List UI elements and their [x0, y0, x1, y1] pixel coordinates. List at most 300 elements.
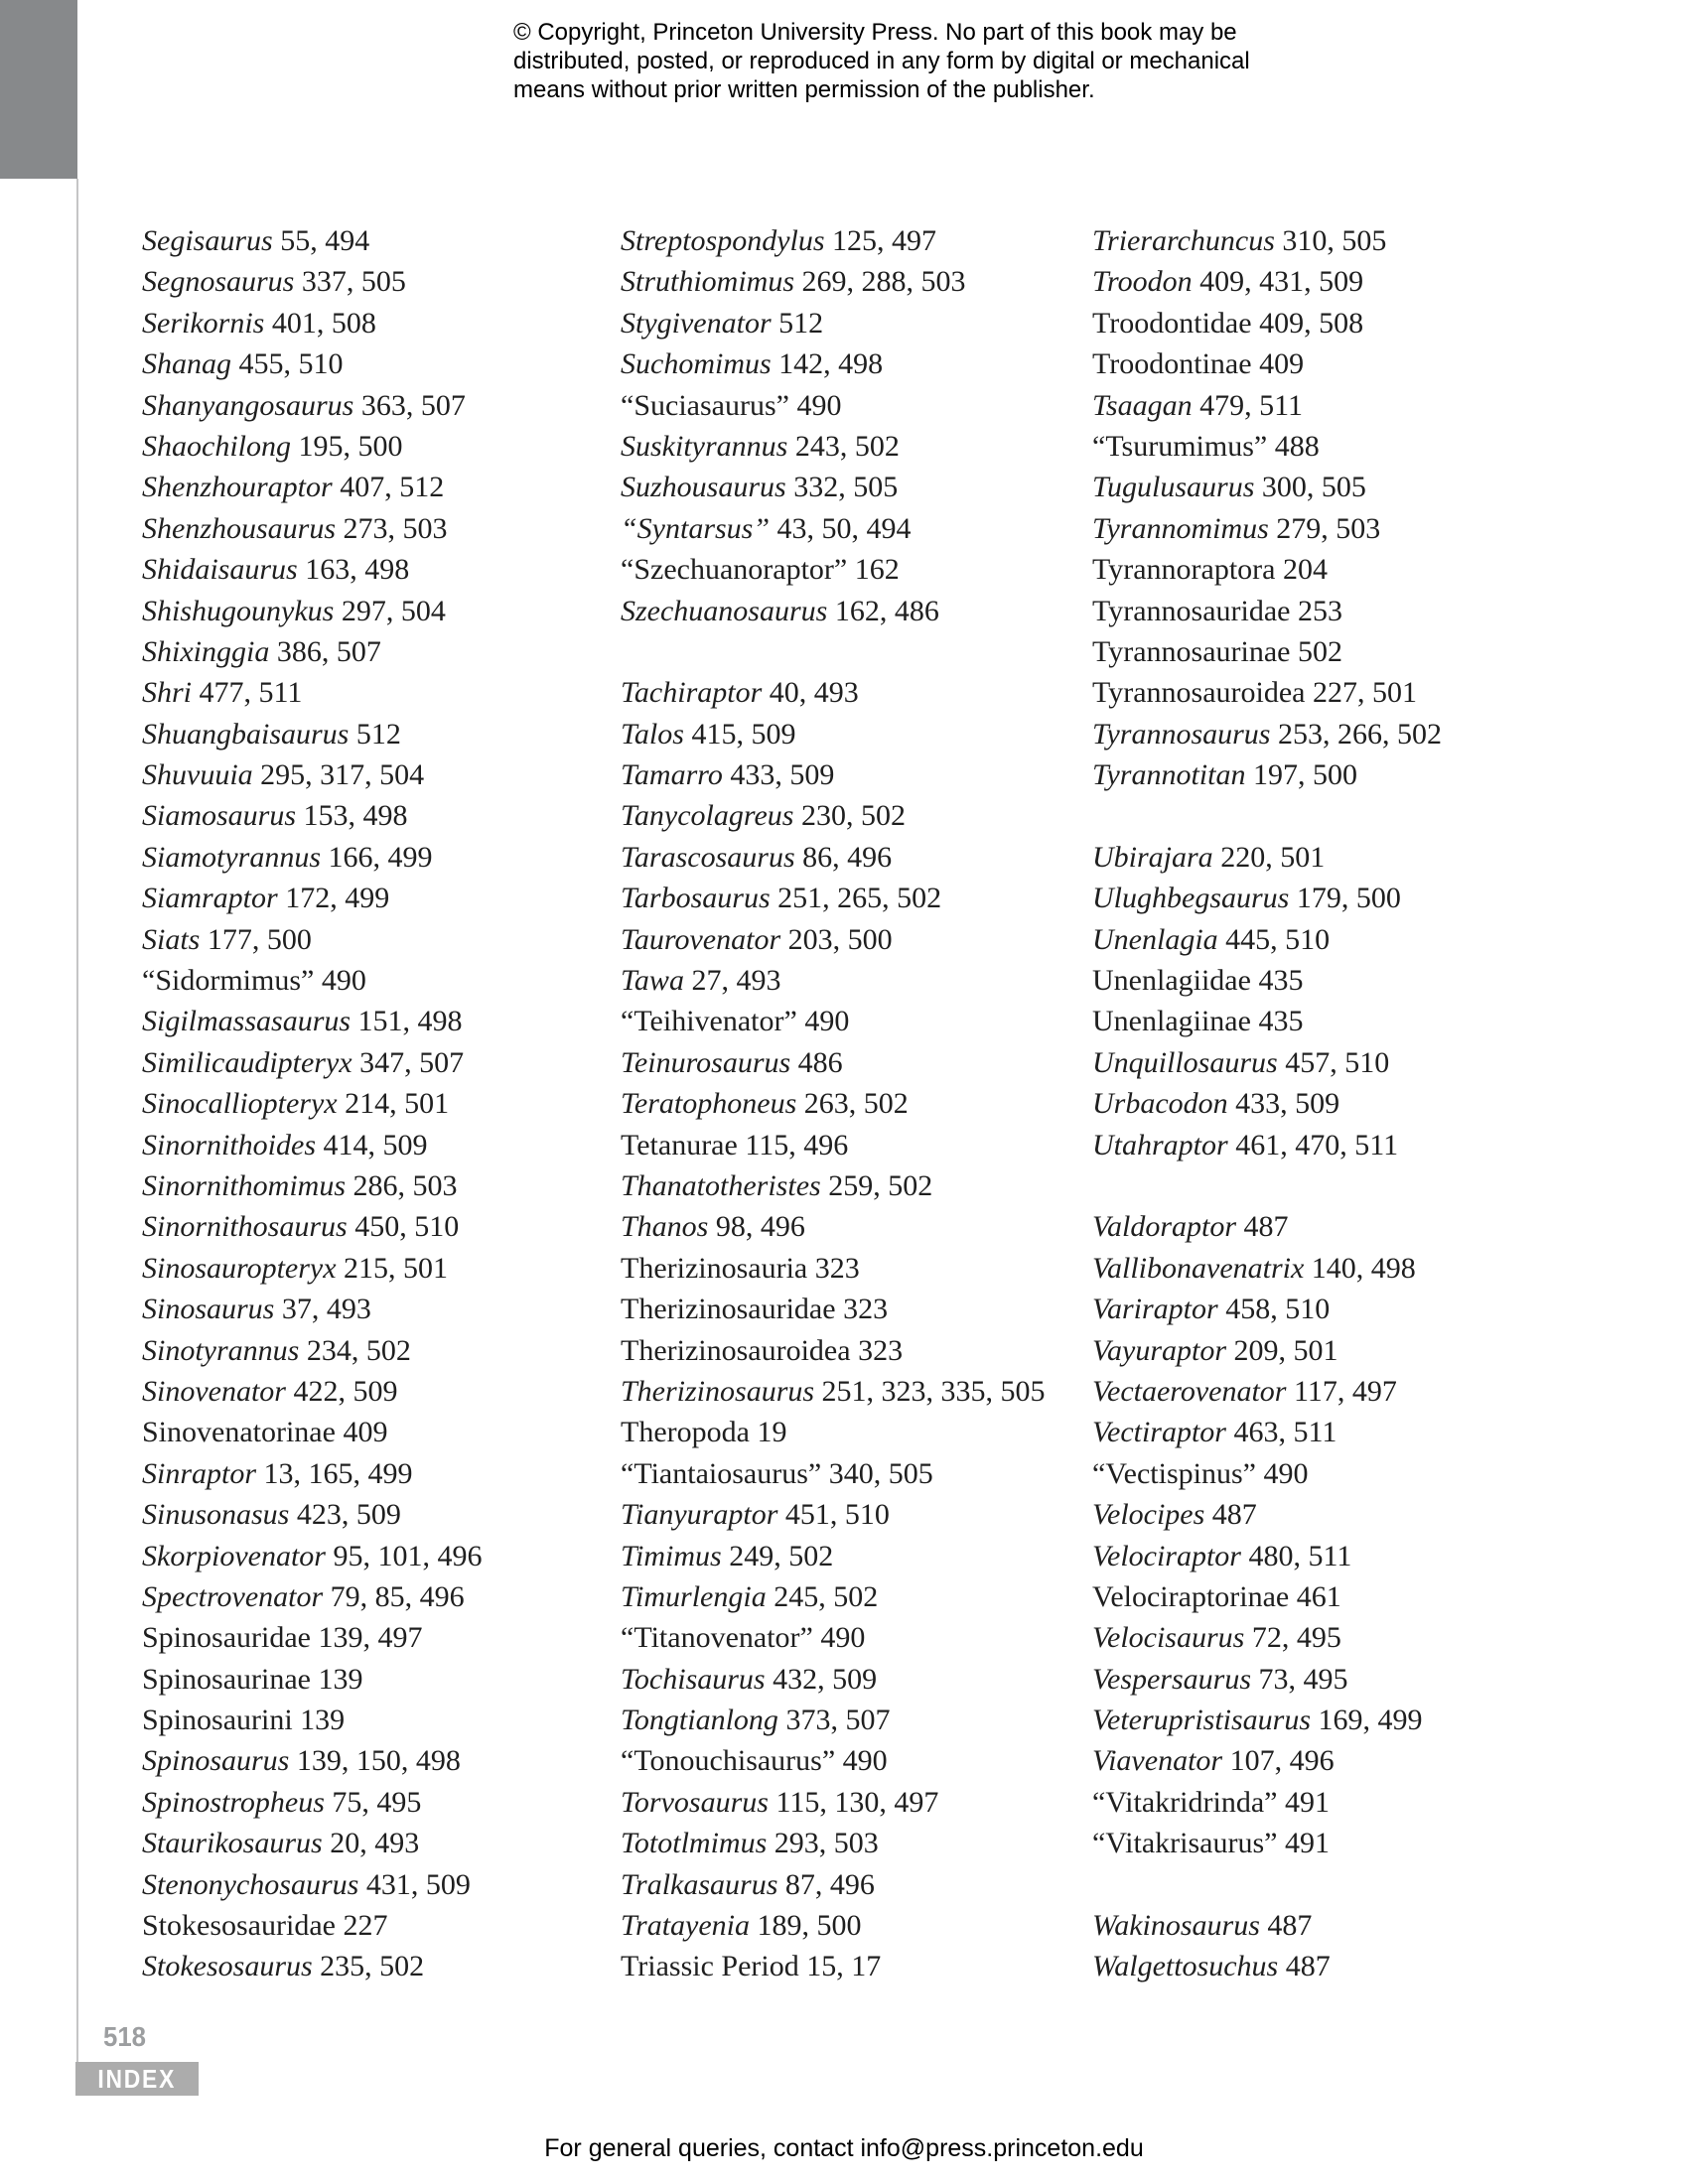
- index-entry-pages: 19: [749, 1416, 787, 1449]
- index-entry-name: Talos: [621, 717, 684, 751]
- index-entry-name: Unenlagiidae: [1092, 964, 1251, 998]
- index-entry-pages: 162, 486: [827, 594, 939, 627]
- index-entry: [621, 1498, 1082, 1539]
- copyright-line: distributed, posted, or reproduced in any form by digital or mechanical: [513, 48, 1250, 74]
- index-entry-pages: 323: [807, 1251, 860, 1285]
- index-entry-name: Variraptor: [1092, 1293, 1218, 1326]
- index-entry-name: Vayuraptor: [1092, 1333, 1226, 1367]
- index-entry: [142, 799, 604, 840]
- index-entry-pages: 153, 498: [296, 799, 408, 833]
- index-entry-name: Shuangbaisaurus: [142, 717, 350, 751]
- index-entry-pages: 293, 503: [767, 1827, 879, 1860]
- index-entry-pages: 151, 498: [351, 1005, 463, 1038]
- index-entry-name: Teinurosaurus: [621, 1045, 791, 1079]
- index-entry-pages: 479, 511: [1192, 388, 1303, 422]
- index-entry-pages: 463, 511: [1226, 1416, 1337, 1449]
- index-entry-pages: 177, 500: [200, 922, 312, 956]
- index-entry-name: “Tonouchisaurus”: [621, 1744, 836, 1778]
- index-entry-name: Timimus: [621, 1539, 722, 1572]
- index-entry: [621, 923, 1082, 964]
- index-entry-name: Tochisaurus: [621, 1662, 766, 1696]
- index-entry: [142, 1005, 604, 1045]
- index-entry-pages: 455, 510: [231, 347, 344, 381]
- index-entry: [621, 1827, 1082, 1867]
- index-entry-name: Vectaerovenator: [1092, 1374, 1287, 1408]
- index-entry: [1092, 389, 1554, 430]
- index-entry-pages: 458, 510: [1217, 1293, 1331, 1326]
- index-entry: [621, 307, 1082, 347]
- index-entry-name: Sinraptor: [142, 1456, 257, 1490]
- index-entry: [621, 1046, 1082, 1087]
- index-entry: [142, 1498, 604, 1539]
- index-entry-name: Tongtianlong: [621, 1704, 778, 1737]
- index-entry-pages: 215, 501: [336, 1251, 449, 1285]
- index-section-label: INDEX: [97, 2063, 177, 2094]
- index-entry-pages: 95, 101, 496: [325, 1539, 483, 1572]
- index-entry-pages: 245, 502: [766, 1579, 879, 1613]
- index-entry-pages: 450, 510: [347, 1210, 460, 1244]
- index-entry-pages: 414, 509: [316, 1128, 428, 1161]
- index-column-2: [621, 224, 1082, 1991]
- index-entry-name: Tianyuraptor: [621, 1498, 778, 1532]
- index-entry: [1092, 1744, 1554, 1785]
- index-entry-pages: 490: [314, 964, 366, 998]
- index-entry-pages: 461: [1289, 1579, 1341, 1613]
- index-entry-pages: 259, 502: [820, 1168, 933, 1202]
- index-entry-pages: 512: [349, 717, 401, 751]
- index-entry-name: Tyrannotitan: [1092, 758, 1246, 792]
- index-entry-pages: 75, 495: [324, 1785, 422, 1819]
- index-entry: [1092, 676, 1554, 717]
- index-entry: [142, 1621, 604, 1662]
- index-entry-pages: 172, 499: [277, 882, 390, 915]
- index-entry: [1092, 718, 1554, 758]
- index-blank-row: [1092, 799, 1554, 840]
- index-entry-pages: 490: [835, 1744, 888, 1778]
- index-entry: [142, 224, 604, 265]
- index-entry-pages: 72, 495: [1244, 1621, 1341, 1655]
- index-entry-pages: 451, 510: [777, 1498, 890, 1532]
- index-entry-pages: 297, 504: [334, 594, 446, 627]
- index-entry-name: Velocisaurus: [1092, 1621, 1245, 1655]
- index-entry: [142, 553, 604, 594]
- index-blank-row: [1092, 1868, 1554, 1909]
- index-entry-pages: 204: [1275, 553, 1328, 587]
- index-entry: [142, 841, 604, 882]
- index-entry-name: Sinornithoides: [142, 1128, 317, 1161]
- index-entry: [621, 347, 1082, 388]
- index-entry: [1092, 265, 1554, 306]
- index-entry-name: Serikornis: [142, 306, 265, 340]
- index-entry: [621, 1868, 1082, 1909]
- index-entry-pages: 220, 501: [1212, 840, 1326, 874]
- index-entry-name: Unenlagia: [1092, 922, 1218, 956]
- index-entry-name: Torvosaurus: [621, 1785, 769, 1819]
- index-entry-name: Tyrannomimus: [1092, 511, 1269, 545]
- index-entry: [621, 1909, 1082, 1950]
- index-entry: [142, 1540, 604, 1580]
- index-entry-name: Valdoraptor: [1092, 1210, 1237, 1244]
- index-entry-name: Theropoda: [621, 1416, 750, 1449]
- index-entry-name: Shanyangosaurus: [142, 388, 354, 422]
- index-entry: [1092, 471, 1554, 511]
- index-entry-name: Vallibonavenatrix: [1092, 1251, 1305, 1285]
- index-entry-name: Tyrannosaurinae: [1092, 634, 1291, 668]
- index-entry: [1092, 882, 1554, 922]
- index-entry-name: Siamotyrannus: [142, 840, 321, 874]
- index-entry-pages: 512: [771, 306, 824, 340]
- index-entry-name: Troodontidae: [1092, 306, 1252, 340]
- index-entry-pages: 490: [812, 1621, 866, 1655]
- index-entry-pages: 415, 509: [683, 717, 796, 751]
- index-entry: [621, 1005, 1082, 1045]
- index-entry-name: Shishugounykus: [142, 594, 335, 627]
- index-entry-name: Siats: [142, 922, 201, 956]
- index-entry-pages: 409: [1251, 347, 1305, 381]
- index-entry-pages: 197, 500: [1245, 758, 1357, 792]
- index-entry-pages: 166, 499: [321, 840, 433, 874]
- index-entry-name: Taurovenator: [621, 922, 781, 956]
- index-entry: [142, 1210, 604, 1251]
- index-entry: [621, 1334, 1082, 1375]
- index-entry-pages: 253, 266, 502: [1270, 717, 1442, 751]
- index-entry-pages: 486: [790, 1045, 843, 1079]
- copyright-line: means without prior written permission of the publisher.: [513, 76, 1095, 103]
- index-entry-pages: 235, 502: [312, 1950, 425, 1983]
- index-entry-name: Unenlagiinae: [1092, 1005, 1251, 1038]
- index-entry: [142, 1663, 604, 1704]
- page-number: 518: [103, 2021, 146, 2052]
- index-entry: [621, 1210, 1082, 1251]
- index-entry-name: Ubirajara: [1092, 840, 1213, 874]
- index-entry: [1092, 1252, 1554, 1293]
- index-entry-name: Sinusonasus: [142, 1498, 290, 1532]
- index-entry: [142, 1580, 604, 1621]
- index-entry-name: Wakinosaurus: [1092, 1909, 1260, 1943]
- index-entry-name: Tototlmimus: [621, 1827, 768, 1860]
- index-entry-name: Troodon: [1092, 265, 1193, 299]
- index-entry-name: “Sidormimus”: [142, 964, 315, 998]
- index-entry: [621, 1580, 1082, 1621]
- index-entry: [621, 1704, 1082, 1744]
- index-entry-pages: 461, 470, 511: [1227, 1128, 1399, 1161]
- index-entry-pages: 20, 493: [322, 1827, 420, 1860]
- index-entry: [621, 882, 1082, 922]
- index-entry-name: Tyrannoraptora: [1092, 553, 1276, 587]
- index-entry-pages: 230, 502: [793, 799, 906, 833]
- index-entry-name: Suskityrannus: [621, 429, 788, 463]
- index-entry-name: “Szechuanoraptor”: [621, 553, 848, 587]
- index-entry-pages: 214, 501: [337, 1087, 450, 1121]
- index-entry-name: Tetanurae: [621, 1128, 738, 1161]
- index-entry-pages: 502: [1290, 634, 1342, 668]
- index-entry-pages: 162: [847, 553, 900, 587]
- index-entry-name: Stygivenator: [621, 306, 772, 340]
- index-entry-name: Tralkasaurus: [621, 1867, 778, 1901]
- index-entry: [1092, 1046, 1554, 1087]
- index-entry-pages: 480, 511: [1241, 1539, 1352, 1572]
- index-entry-name: Tyrannosauridae: [1092, 594, 1291, 627]
- index-entry-name: Stenonychosaurus: [142, 1867, 359, 1901]
- index-entry-pages: 487: [1278, 1950, 1331, 1983]
- index-entry-name: Thanatotheristes: [621, 1168, 821, 1202]
- index-entry-pages: 142, 498: [771, 347, 884, 381]
- index-entry-pages: 457, 510: [1277, 1045, 1390, 1079]
- index-entry-name: Therizinosauridae: [621, 1293, 836, 1326]
- index-entry: [1092, 1087, 1554, 1128]
- index-entry-name: Spinosauridae: [142, 1621, 311, 1655]
- index-entry: [621, 389, 1082, 430]
- index-entry-pages: 243, 502: [787, 429, 900, 463]
- index-entry-name: Vectiraptor: [1092, 1416, 1226, 1449]
- index-entry-name: Suzhousaurus: [621, 471, 786, 504]
- index-entry-pages: 37, 493: [274, 1293, 371, 1326]
- index-entry-pages: 140, 498: [1304, 1251, 1416, 1285]
- index-entry-pages: 340, 505: [821, 1456, 933, 1490]
- index-entry-name: “Titanovenator”: [621, 1621, 813, 1655]
- index-entry-name: “Tiantaiosaurus”: [621, 1456, 822, 1490]
- index-entry: [1092, 1293, 1554, 1333]
- index-entry: [142, 430, 604, 471]
- index-entry-name: Segisaurus: [142, 224, 273, 257]
- index-entry: [1092, 1827, 1554, 1867]
- index-entry: [1092, 1786, 1554, 1827]
- index-entry-name: Struthiomimus: [621, 265, 795, 299]
- index-entry: [142, 1786, 604, 1827]
- index-entry-name: Thanos: [621, 1210, 709, 1244]
- index-entry: [142, 964, 604, 1005]
- index-entry-pages: 337, 505: [294, 265, 406, 299]
- index-entry: [142, 1293, 604, 1333]
- index-entry-name: Sinovenatorinae: [142, 1416, 336, 1449]
- index-entry-pages: 363, 507: [353, 388, 466, 422]
- index-entry: [142, 758, 604, 799]
- index-entry-name: Therizinosauroidea: [621, 1333, 851, 1367]
- index-entry: [621, 1950, 1082, 1990]
- index-entry-name: Spinosaurinae: [142, 1662, 311, 1696]
- index-entry-name: Sinornithomimus: [142, 1168, 347, 1202]
- index-entry-name: Spinosaurini: [142, 1704, 293, 1737]
- index-entry-name: Spectrovenator: [142, 1579, 324, 1613]
- index-column-1: [142, 224, 604, 1991]
- index-entry-pages: 269, 288, 503: [794, 265, 966, 299]
- index-entry-pages: 477, 511: [192, 676, 303, 710]
- index-entry: [621, 1375, 1082, 1416]
- index-entry-name: Similicaudipteryx: [142, 1045, 352, 1079]
- index-entry-pages: 487: [1204, 1498, 1257, 1532]
- index-entry: [621, 676, 1082, 717]
- index-entry-pages: 249, 502: [721, 1539, 834, 1572]
- index-entry-name: “Vitakridrinda”: [1092, 1785, 1278, 1819]
- index-entry-pages: 432, 509: [765, 1662, 878, 1696]
- index-entry-pages: 490: [788, 388, 842, 422]
- index-entry: [1092, 430, 1554, 471]
- index-entry-name: “Tsurumimus”: [1092, 429, 1268, 463]
- index-entry: [621, 430, 1082, 471]
- index-entry-name: Sinornithosaurus: [142, 1210, 348, 1244]
- index-entry-name: Shri: [142, 676, 193, 710]
- index-entry-name: Spinostropheus: [142, 1785, 325, 1819]
- index-entry: [621, 1087, 1082, 1128]
- index-entry-pages: 409, 508: [1251, 306, 1364, 340]
- index-entry-name: Shaochilong: [142, 429, 291, 463]
- index-entry-name: Sinocalliopteryx: [142, 1087, 338, 1121]
- index-entry-pages: 300, 505: [1254, 471, 1366, 504]
- index-entry: [1092, 1129, 1554, 1169]
- index-entry-pages: 115, 496: [737, 1128, 849, 1161]
- index-entry: [1092, 964, 1554, 1005]
- index-entry-name: Utahraptor: [1092, 1128, 1228, 1161]
- index-entry-name: Sinosauropteryx: [142, 1251, 337, 1285]
- index-entry: [142, 676, 604, 717]
- index-entry-name: Tawa: [621, 964, 684, 998]
- index-entry: [142, 1169, 604, 1210]
- index-entry: [142, 265, 604, 306]
- index-entry-name: Sigilmassasaurus: [142, 1005, 352, 1038]
- index-entry-name: “Suciasaurus”: [621, 388, 789, 422]
- index-entry: [142, 1827, 604, 1867]
- index-entry: [1092, 1950, 1554, 1990]
- index-entry-pages: 487: [1259, 1909, 1313, 1943]
- index-entry-name: Viavenator: [1092, 1744, 1223, 1778]
- index-entry-name: “Syntarsus”: [621, 511, 771, 545]
- index-entry-pages: 263, 502: [796, 1087, 909, 1121]
- index-entry-name: Shixinggia: [142, 634, 270, 668]
- index-entry-name: Streptospondylus: [621, 224, 825, 257]
- index-entry-name: Velociraptorinae: [1092, 1579, 1290, 1613]
- index-entry-name: Shanag: [142, 347, 231, 381]
- index-entry-pages: 386, 507: [269, 634, 381, 668]
- index-entry: [621, 1540, 1082, 1580]
- index-entry-pages: 40, 493: [762, 676, 859, 710]
- index-entry-pages: 433, 509: [722, 758, 835, 792]
- index-entry: [142, 718, 604, 758]
- index-entry-name: Siamosaurus: [142, 799, 297, 833]
- index-entry: [142, 595, 604, 635]
- index-entry-pages: 125, 497: [824, 224, 937, 257]
- index-entry: [1092, 1704, 1554, 1744]
- index-entry-pages: 87, 496: [777, 1867, 875, 1901]
- index-entry-name: Shidaisaurus: [142, 553, 298, 587]
- corner-gray-block: [0, 0, 77, 179]
- index-entry: [1092, 1540, 1554, 1580]
- index-entry-name: Tanycolagreus: [621, 799, 794, 833]
- index-entry: [142, 1129, 604, 1169]
- index-entry: [621, 224, 1082, 265]
- index-entry-pages: 117, 497: [1286, 1374, 1397, 1408]
- index-entry-name: Tachiraptor: [621, 676, 763, 710]
- index-entry-name: Timurlengia: [621, 1579, 767, 1613]
- index-entry: [1092, 512, 1554, 553]
- index-entry-name: Sinovenator: [142, 1374, 286, 1408]
- index-entry-pages: 227: [335, 1909, 388, 1943]
- index-entry: [142, 1252, 604, 1293]
- left-vertical-rule: [76, 179, 78, 2062]
- index-entry-name: Tyrannosauroidea: [1092, 676, 1306, 710]
- index-entry: [621, 1129, 1082, 1169]
- index-entry-name: Velociraptor: [1092, 1539, 1241, 1572]
- index-column-3: [1092, 224, 1554, 1991]
- index-entry: [1092, 1005, 1554, 1045]
- index-entry-name: Therizinosaurus: [621, 1374, 815, 1408]
- index-entry: [142, 923, 604, 964]
- index-entry: [621, 1621, 1082, 1662]
- index-entry: [621, 1457, 1082, 1498]
- index-entry: [142, 1087, 604, 1128]
- index-entry: [621, 553, 1082, 594]
- index-entry-pages: 487: [1236, 1210, 1289, 1244]
- index-entry: [621, 1252, 1082, 1293]
- index-entry-pages: 332, 505: [785, 471, 899, 504]
- index-entry-name: Staurikosaurus: [142, 1827, 323, 1860]
- index-blank-row: [1092, 1169, 1554, 1210]
- index-entry-name: Urbacodon: [1092, 1087, 1228, 1121]
- index-entry-pages: 323: [835, 1293, 889, 1326]
- index-entry: [621, 718, 1082, 758]
- index-entry: [1092, 1457, 1554, 1498]
- index-entry-name: Tratayenia: [621, 1909, 751, 1943]
- index-entry-pages: 73, 495: [1251, 1662, 1348, 1696]
- index-entry: [1092, 1663, 1554, 1704]
- index-entry-pages: 491: [1277, 1785, 1330, 1819]
- index-entry: [621, 964, 1082, 1005]
- index-entry-name: Unquillosaurus: [1092, 1045, 1278, 1079]
- index-entry: [142, 1046, 604, 1087]
- index-entry-name: Therizinosauria: [621, 1251, 808, 1285]
- index-entry-pages: 407, 512: [332, 471, 445, 504]
- index-entry: [621, 1416, 1082, 1456]
- index-entry-pages: 445, 510: [1217, 922, 1331, 956]
- index-entry: [142, 1704, 604, 1744]
- index-entry-pages: 490: [796, 1005, 850, 1038]
- index-entry: [142, 635, 604, 676]
- index-entry: [142, 1416, 604, 1456]
- index-entry: [621, 1663, 1082, 1704]
- index-entry-pages: 163, 498: [297, 553, 410, 587]
- index-entry: [142, 1457, 604, 1498]
- index-entry-pages: 13, 165, 499: [256, 1456, 413, 1490]
- index-entry: [1092, 1375, 1554, 1416]
- index-entry-pages: 422, 509: [285, 1374, 398, 1408]
- index-entry-pages: 139, 497: [310, 1621, 423, 1655]
- index-entry-pages: 27, 493: [683, 964, 781, 998]
- index-entry-name: Shuvuuia: [142, 758, 253, 792]
- index-entry-pages: 15, 17: [798, 1950, 882, 1983]
- index-entry-pages: 115, 130, 497: [768, 1785, 939, 1819]
- index-entry: [1092, 635, 1554, 676]
- index-entry-name: Ulughbegsaurus: [1092, 882, 1290, 915]
- index-entry-name: Trierarchuncus: [1092, 224, 1275, 257]
- index-entry-pages: 491: [1277, 1827, 1330, 1860]
- index-entry-pages: 435: [1250, 964, 1304, 998]
- index-entry-pages: 209, 501: [1226, 1333, 1338, 1367]
- index-entry-pages: 234, 502: [299, 1333, 411, 1367]
- index-entry: [142, 307, 604, 347]
- index-entry-pages: 251, 265, 502: [770, 882, 942, 915]
- index-entry: [1092, 1416, 1554, 1456]
- index-entry: [1092, 1580, 1554, 1621]
- index-entry-name: Tarascosaurus: [621, 840, 795, 874]
- index-section-tab: [75, 2062, 199, 2096]
- index-entry-name: Skorpiovenator: [142, 1539, 326, 1572]
- index-entry-pages: 79, 85, 496: [323, 1579, 465, 1613]
- index-entry: [621, 512, 1082, 553]
- index-entry: [142, 1334, 604, 1375]
- index-entry-pages: 43, 50, 494: [770, 511, 912, 545]
- index-entry-name: Tamarro: [621, 758, 723, 792]
- copyright-line: © Copyright, Princeton University Press. No part of this book may be: [513, 19, 1237, 46]
- index-entry: [142, 1868, 604, 1909]
